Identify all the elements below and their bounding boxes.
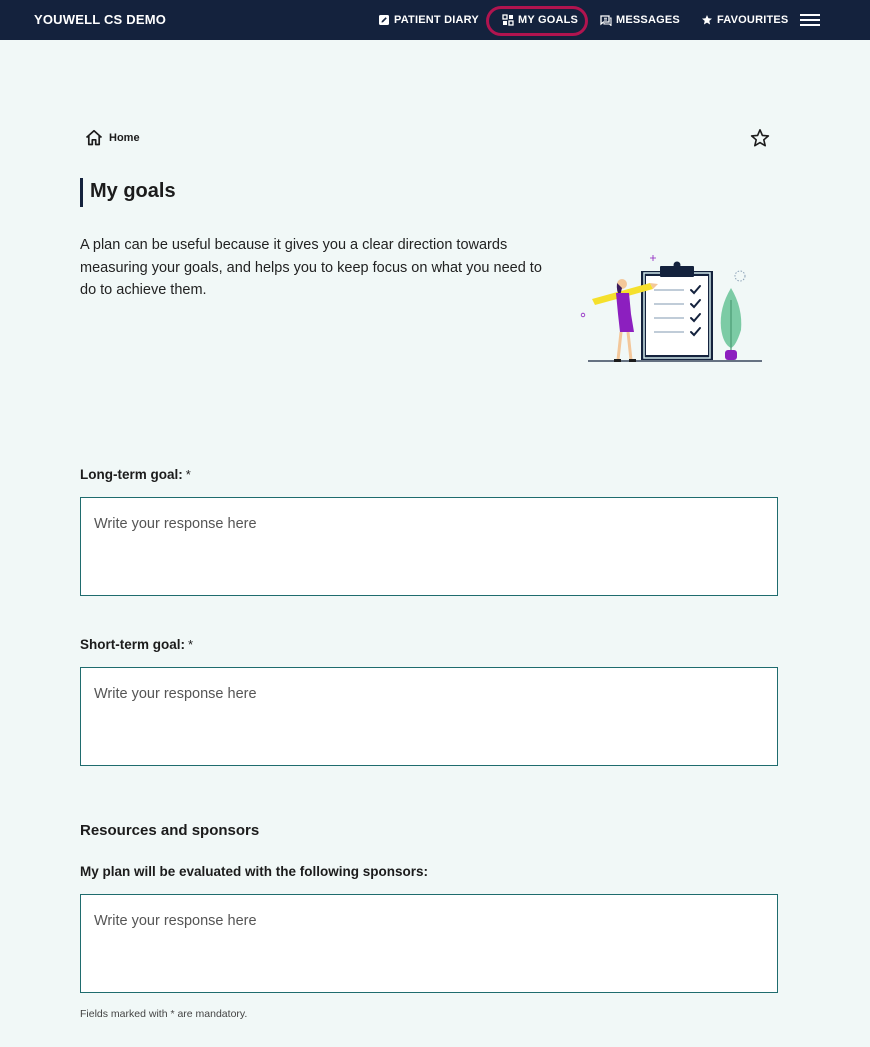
star-icon: [701, 14, 713, 26]
breadcrumb-home-link[interactable]: Home: [109, 131, 140, 144]
goals-clipboard-illustration: [578, 252, 764, 364]
nav-favourites[interactable]: [701, 13, 788, 27]
required-marker: *: [188, 637, 194, 652]
nav-label: MY GOALS: [518, 14, 579, 26]
mandatory-footnote: Fields marked with * are mandatory.: [80, 1008, 248, 1020]
intro-text: A plan can be useful because it gives you a clear direction towards measuring your goals, and helps you to keep focus on what you need to do to achieve them.: [80, 237, 542, 298]
long-term-goal-label: [80, 467, 191, 482]
long-term-goal-input[interactable]: [80, 497, 778, 596]
nav-my-goals[interactable]: [502, 13, 578, 27]
hamburger-menu-icon[interactable]: [800, 12, 820, 28]
app-brand[interactable]: YOUWELL CS DEMO: [34, 12, 167, 27]
short-term-goal-input[interactable]: [80, 667, 778, 766]
sponsors-input[interactable]: [80, 894, 778, 993]
diary-edit-icon: [378, 14, 390, 26]
required-marker: *: [185, 467, 191, 482]
short-term-goal-label: [80, 637, 193, 652]
breadcrumb[interactable]: [85, 129, 140, 146]
nav-label: MESSAGES: [616, 14, 680, 26]
home-icon: [85, 129, 103, 146]
title-accent-bar: [80, 178, 83, 207]
nav-patient-diary[interactable]: [378, 13, 479, 27]
top-navigation-bar: [0, 0, 870, 40]
goals-grid-icon: [502, 14, 514, 26]
sponsors-label: My plan will be evaluated with the following sponsors:: [80, 864, 429, 879]
star-outline-icon[interactable]: [750, 128, 770, 148]
nav-messages[interactable]: [600, 13, 680, 27]
nav-label: FAVOURITES: [717, 14, 789, 26]
resources-heading: Resources and sponsors: [80, 822, 260, 839]
page-title: My goals: [90, 180, 176, 202]
field-label-text: Short-term goal:: [80, 637, 186, 652]
messages-icon: [600, 14, 612, 26]
nav-label: PATIENT DIARY: [394, 14, 479, 26]
field-label-text: Long-term goal:: [80, 467, 183, 482]
